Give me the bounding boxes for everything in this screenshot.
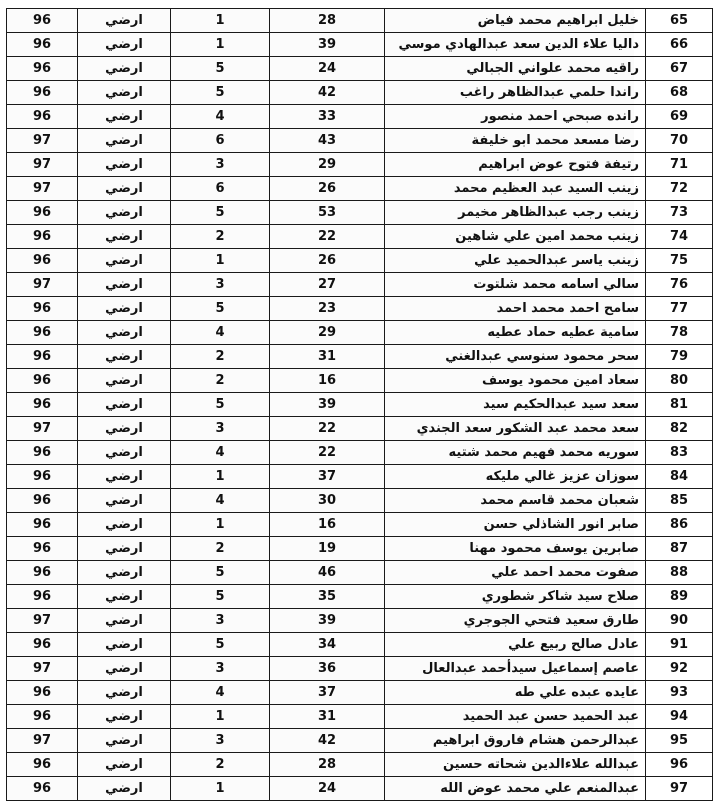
table-row bbox=[7, 561, 713, 585]
table-row bbox=[7, 777, 713, 801]
table-row bbox=[7, 177, 713, 201]
total-value: 96 bbox=[7, 345, 78, 369]
age-value: 24 bbox=[270, 57, 385, 81]
person-name: شعبان محمد قاسم محمد bbox=[385, 489, 646, 513]
type-value: ارضي bbox=[78, 417, 171, 441]
age-value: 30 bbox=[270, 489, 385, 513]
type-value: ارضي bbox=[78, 513, 171, 537]
count-value: 2 bbox=[171, 225, 270, 249]
table-row bbox=[7, 9, 713, 33]
row-index: 96 bbox=[646, 753, 713, 777]
type-value: ارضي bbox=[78, 585, 171, 609]
count-value: 3 bbox=[171, 153, 270, 177]
table-row bbox=[7, 345, 713, 369]
count-value: 5 bbox=[171, 201, 270, 225]
count-value: 6 bbox=[171, 129, 270, 153]
age-value: 42 bbox=[270, 81, 385, 105]
count-value: 5 bbox=[171, 585, 270, 609]
type-value: ارضي bbox=[78, 393, 171, 417]
table-row bbox=[7, 465, 713, 489]
type-value: ارضي bbox=[78, 321, 171, 345]
row-index: 70 bbox=[646, 129, 713, 153]
total-value: 96 bbox=[7, 81, 78, 105]
row-index: 68 bbox=[646, 81, 713, 105]
type-value: ارضي bbox=[78, 369, 171, 393]
person-name: عبدالمنعم علي محمد عوض الله bbox=[385, 777, 646, 801]
age-value: 22 bbox=[270, 441, 385, 465]
age-value: 35 bbox=[270, 585, 385, 609]
count-value: 6 bbox=[171, 177, 270, 201]
results-table-container bbox=[6, 8, 689, 801]
type-value: ارضي bbox=[78, 561, 171, 585]
count-value: 5 bbox=[171, 561, 270, 585]
row-index: 79 bbox=[646, 345, 713, 369]
age-value: 27 bbox=[270, 273, 385, 297]
type-value: ارضي bbox=[78, 441, 171, 465]
count-value: 2 bbox=[171, 537, 270, 561]
person-name: سعد سيد عبدالحكيم سيد bbox=[385, 393, 646, 417]
table-row bbox=[7, 537, 713, 561]
person-name: صلاح سيد شاكر شطوري bbox=[385, 585, 646, 609]
type-value: ارضي bbox=[78, 753, 171, 777]
age-value: 22 bbox=[270, 225, 385, 249]
age-value: 36 bbox=[270, 657, 385, 681]
count-value: 1 bbox=[171, 33, 270, 57]
person-name: عبدالرحمن هشام فاروق ابراهيم bbox=[385, 729, 646, 753]
table-row bbox=[7, 681, 713, 705]
type-value: ارضي bbox=[78, 633, 171, 657]
type-value: ارضي bbox=[78, 465, 171, 489]
type-value: ارضي bbox=[78, 201, 171, 225]
table-row bbox=[7, 33, 713, 57]
type-value: ارضي bbox=[78, 297, 171, 321]
table-row bbox=[7, 657, 713, 681]
table-row bbox=[7, 441, 713, 465]
age-value: 29 bbox=[270, 321, 385, 345]
type-value: ارضي bbox=[78, 9, 171, 33]
total-value: 96 bbox=[7, 465, 78, 489]
type-value: ارضي bbox=[78, 489, 171, 513]
age-value: 33 bbox=[270, 105, 385, 129]
total-value: 96 bbox=[7, 33, 78, 57]
person-name: راقيه محمد علواني الجبالي bbox=[385, 57, 646, 81]
age-value: 39 bbox=[270, 33, 385, 57]
row-index: 65 bbox=[646, 9, 713, 33]
person-name: طارق سعيد فتحي الجوجري bbox=[385, 609, 646, 633]
type-value: ارضي bbox=[78, 177, 171, 201]
total-value: 96 bbox=[7, 633, 78, 657]
row-index: 86 bbox=[646, 513, 713, 537]
table-row bbox=[7, 201, 713, 225]
total-value: 97 bbox=[7, 609, 78, 633]
person-name: صفوت محمد احمد علي bbox=[385, 561, 646, 585]
age-value: 16 bbox=[270, 513, 385, 537]
total-value: 96 bbox=[7, 393, 78, 417]
table-row bbox=[7, 321, 713, 345]
total-value: 96 bbox=[7, 297, 78, 321]
type-value: ارضي bbox=[78, 705, 171, 729]
age-value: 28 bbox=[270, 753, 385, 777]
total-value: 96 bbox=[7, 201, 78, 225]
person-name: سامح احمد محمد احمد bbox=[385, 297, 646, 321]
row-index: 78 bbox=[646, 321, 713, 345]
table-row bbox=[7, 297, 713, 321]
type-value: ارضي bbox=[78, 129, 171, 153]
total-value: 97 bbox=[7, 153, 78, 177]
age-value: 39 bbox=[270, 609, 385, 633]
row-index: 71 bbox=[646, 153, 713, 177]
type-value: ارضي bbox=[78, 537, 171, 561]
row-index: 67 bbox=[646, 57, 713, 81]
type-value: ارضي bbox=[78, 105, 171, 129]
count-value: 1 bbox=[171, 777, 270, 801]
person-name: سعاد امين محمود يوسف bbox=[385, 369, 646, 393]
type-value: ارضي bbox=[78, 249, 171, 273]
table-row bbox=[7, 81, 713, 105]
person-name: داليا علاء الدين سعد عبدالهادي موسي bbox=[385, 33, 646, 57]
total-value: 96 bbox=[7, 537, 78, 561]
row-index: 84 bbox=[646, 465, 713, 489]
table-row bbox=[7, 417, 713, 441]
row-index: 92 bbox=[646, 657, 713, 681]
person-name: سوريه محمد فهيم محمد شتيه bbox=[385, 441, 646, 465]
age-value: 26 bbox=[270, 177, 385, 201]
row-index: 73 bbox=[646, 201, 713, 225]
age-value: 46 bbox=[270, 561, 385, 585]
row-index: 72 bbox=[646, 177, 713, 201]
row-index: 93 bbox=[646, 681, 713, 705]
age-value: 31 bbox=[270, 345, 385, 369]
type-value: ارضي bbox=[78, 225, 171, 249]
person-name: رانده صبحي احمد منصور bbox=[385, 105, 646, 129]
table-row bbox=[7, 225, 713, 249]
table-row bbox=[7, 105, 713, 129]
total-value: 96 bbox=[7, 105, 78, 129]
person-name: رتيفة فتوح عوض ابراهيم bbox=[385, 153, 646, 177]
table-row bbox=[7, 153, 713, 177]
age-value: 53 bbox=[270, 201, 385, 225]
row-index: 95 bbox=[646, 729, 713, 753]
age-value: 43 bbox=[270, 129, 385, 153]
type-value: ارضي bbox=[78, 81, 171, 105]
age-value: 23 bbox=[270, 297, 385, 321]
count-value: 1 bbox=[171, 9, 270, 33]
total-value: 96 bbox=[7, 753, 78, 777]
age-value: 28 bbox=[270, 9, 385, 33]
person-name: سامية عطيه حماد عطيه bbox=[385, 321, 646, 345]
age-value: 37 bbox=[270, 681, 385, 705]
total-value: 97 bbox=[7, 729, 78, 753]
total-value: 96 bbox=[7, 777, 78, 801]
total-value: 96 bbox=[7, 705, 78, 729]
total-value: 96 bbox=[7, 489, 78, 513]
person-name: زينب رجب عبدالظاهر مخيمر bbox=[385, 201, 646, 225]
count-value: 3 bbox=[171, 273, 270, 297]
person-name: صابر انور الشاذلي حسن bbox=[385, 513, 646, 537]
row-index: 76 bbox=[646, 273, 713, 297]
table-row bbox=[7, 633, 713, 657]
total-value: 96 bbox=[7, 57, 78, 81]
row-index: 94 bbox=[646, 705, 713, 729]
type-value: ارضي bbox=[78, 657, 171, 681]
count-value: 1 bbox=[171, 465, 270, 489]
person-name: عاصم إسماعيل سيدأحمد عبدالعال bbox=[385, 657, 646, 681]
row-index: 77 bbox=[646, 297, 713, 321]
person-name: زينب ياسر عبدالحميد علي bbox=[385, 249, 646, 273]
count-value: 3 bbox=[171, 729, 270, 753]
row-index: 75 bbox=[646, 249, 713, 273]
age-value: 34 bbox=[270, 633, 385, 657]
count-value: 3 bbox=[171, 657, 270, 681]
type-value: ارضي bbox=[78, 681, 171, 705]
table-row bbox=[7, 513, 713, 537]
total-value: 97 bbox=[7, 177, 78, 201]
age-value: 24 bbox=[270, 777, 385, 801]
count-value: 3 bbox=[171, 417, 270, 441]
table-row bbox=[7, 393, 713, 417]
table-row bbox=[7, 609, 713, 633]
results-table bbox=[6, 8, 713, 801]
table-row bbox=[7, 489, 713, 513]
person-name: رضا مسعد محمد ابو خليفة bbox=[385, 129, 646, 153]
row-index: 66 bbox=[646, 33, 713, 57]
count-value: 5 bbox=[171, 81, 270, 105]
age-value: 39 bbox=[270, 393, 385, 417]
person-name: عايده عبده علي طه bbox=[385, 681, 646, 705]
total-value: 96 bbox=[7, 249, 78, 273]
total-value: 96 bbox=[7, 369, 78, 393]
type-value: ارضي bbox=[78, 33, 171, 57]
count-value: 1 bbox=[171, 705, 270, 729]
total-value: 96 bbox=[7, 681, 78, 705]
person-name: سالي اسامه محمد شلتوت bbox=[385, 273, 646, 297]
person-name: صابرين يوسف محمود مهنا bbox=[385, 537, 646, 561]
count-value: 2 bbox=[171, 369, 270, 393]
type-value: ارضي bbox=[78, 609, 171, 633]
person-name: سعد محمد عبد الشكور سعد الجندي bbox=[385, 417, 646, 441]
person-name: زينب محمد امين علي شاهين bbox=[385, 225, 646, 249]
count-value: 1 bbox=[171, 249, 270, 273]
person-name: عبدالله علاءالدين شحاته حسين bbox=[385, 753, 646, 777]
person-name: عادل صالح ربيع علي bbox=[385, 633, 646, 657]
count-value: 1 bbox=[171, 513, 270, 537]
table-row bbox=[7, 729, 713, 753]
count-value: 3 bbox=[171, 609, 270, 633]
total-value: 97 bbox=[7, 657, 78, 681]
type-value: ارضي bbox=[78, 153, 171, 177]
count-value: 4 bbox=[171, 321, 270, 345]
age-value: 31 bbox=[270, 705, 385, 729]
count-value: 4 bbox=[171, 681, 270, 705]
table-row bbox=[7, 57, 713, 81]
person-name: راندا حلمي عبدالظاهر راغب bbox=[385, 81, 646, 105]
person-name: خليل ابراهيم محمد فياض bbox=[385, 9, 646, 33]
person-name: عبد الحميد حسن عبد الحميد bbox=[385, 705, 646, 729]
row-index: 81 bbox=[646, 393, 713, 417]
table-row bbox=[7, 129, 713, 153]
type-value: ارضي bbox=[78, 273, 171, 297]
age-value: 19 bbox=[270, 537, 385, 561]
person-name: سوزان عزيز غالي مليكه bbox=[385, 465, 646, 489]
age-value: 16 bbox=[270, 369, 385, 393]
count-value: 4 bbox=[171, 441, 270, 465]
row-index: 87 bbox=[646, 537, 713, 561]
age-value: 29 bbox=[270, 153, 385, 177]
total-value: 96 bbox=[7, 9, 78, 33]
total-value: 96 bbox=[7, 321, 78, 345]
age-value: 22 bbox=[270, 417, 385, 441]
age-value: 37 bbox=[270, 465, 385, 489]
total-value: 97 bbox=[7, 273, 78, 297]
total-value: 96 bbox=[7, 561, 78, 585]
row-index: 83 bbox=[646, 441, 713, 465]
count-value: 5 bbox=[171, 393, 270, 417]
person-name: سحر محمود سنوسي عبدالغني bbox=[385, 345, 646, 369]
age-value: 26 bbox=[270, 249, 385, 273]
table-row bbox=[7, 369, 713, 393]
count-value: 5 bbox=[171, 297, 270, 321]
type-value: ارضي bbox=[78, 345, 171, 369]
results-table-body bbox=[7, 9, 713, 801]
table-row bbox=[7, 273, 713, 297]
person-name: زينب السيد عبد العظيم محمد bbox=[385, 177, 646, 201]
count-value: 2 bbox=[171, 753, 270, 777]
row-index: 69 bbox=[646, 105, 713, 129]
count-value: 2 bbox=[171, 345, 270, 369]
count-value: 4 bbox=[171, 489, 270, 513]
row-index: 74 bbox=[646, 225, 713, 249]
row-index: 91 bbox=[646, 633, 713, 657]
table-row bbox=[7, 753, 713, 777]
table-row bbox=[7, 705, 713, 729]
row-index: 88 bbox=[646, 561, 713, 585]
total-value: 97 bbox=[7, 417, 78, 441]
row-index: 82 bbox=[646, 417, 713, 441]
type-value: ارضي bbox=[78, 729, 171, 753]
type-value: ارضي bbox=[78, 777, 171, 801]
total-value: 97 bbox=[7, 129, 78, 153]
row-index: 90 bbox=[646, 609, 713, 633]
total-value: 96 bbox=[7, 225, 78, 249]
total-value: 96 bbox=[7, 441, 78, 465]
row-index: 85 bbox=[646, 489, 713, 513]
table-row bbox=[7, 249, 713, 273]
row-index: 80 bbox=[646, 369, 713, 393]
total-value: 96 bbox=[7, 585, 78, 609]
count-value: 4 bbox=[171, 105, 270, 129]
type-value: ارضي bbox=[78, 57, 171, 81]
row-index: 97 bbox=[646, 777, 713, 801]
age-value: 42 bbox=[270, 729, 385, 753]
table-row bbox=[7, 585, 713, 609]
total-value: 96 bbox=[7, 513, 78, 537]
row-index: 89 bbox=[646, 585, 713, 609]
count-value: 5 bbox=[171, 633, 270, 657]
count-value: 5 bbox=[171, 57, 270, 81]
